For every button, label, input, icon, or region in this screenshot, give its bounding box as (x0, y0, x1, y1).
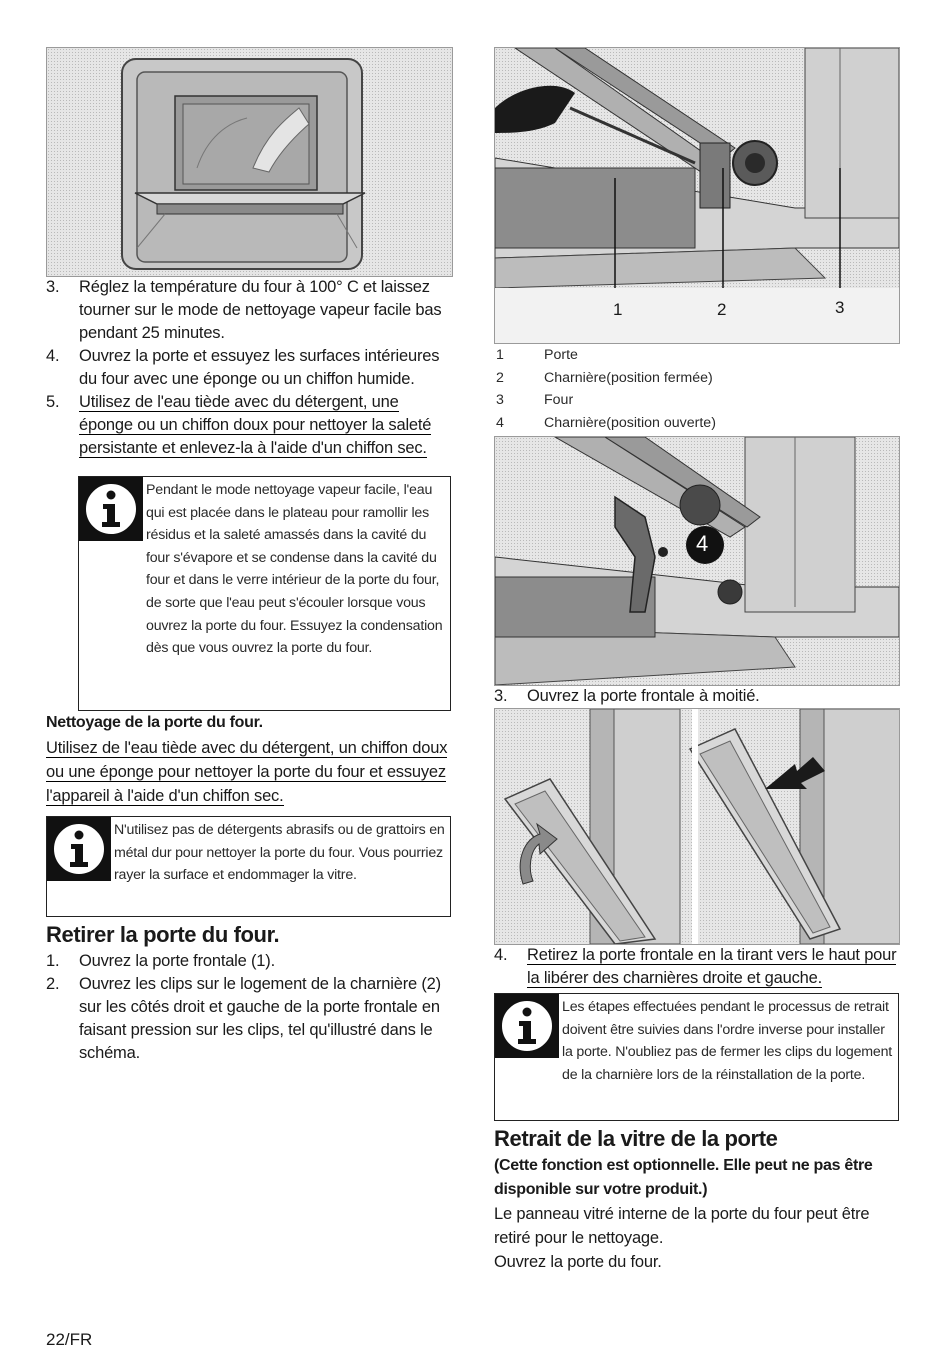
legend-item (494, 344, 898, 367)
list-item (494, 685, 898, 708)
door-removal-drawing (495, 709, 899, 944)
info-note-steam (78, 476, 451, 711)
right-step-4 (494, 944, 898, 990)
glass-removal-heading: Retrait de la vitre de la porte (494, 1126, 778, 1151)
list-item (494, 944, 898, 990)
step-number: 4. (494, 946, 508, 964)
legend-label: Charnière(position ouverte) (544, 414, 716, 431)
step-number: 3. (494, 687, 508, 705)
door-removal-figure (494, 708, 900, 945)
list-item (46, 276, 456, 345)
step-number: 4. (46, 347, 60, 365)
hinge-open-drawing (495, 437, 899, 685)
remove-door-steps-list (46, 950, 464, 1065)
step-text: Retirez la porte frontale en la tirant vers le haut pour la libérer des charnières droite et gauche. (527, 946, 897, 987)
info-icon (495, 994, 559, 1058)
note-text: N'utilisez pas de détergents abrasifs ou de grattoirs en métal dur pour nettoyer la porte du four. Vous pourriez rayer la surface et endommager la vitre. (114, 822, 445, 884)
step-number: 2. (46, 975, 60, 993)
step-text: Réglez la température du four à 100° C et laissez tourner sur le mode de nettoyage vapeur facile bas pendant 25 minutes. (79, 278, 442, 342)
list-item (46, 950, 464, 973)
door-cleaning-text (46, 736, 456, 808)
info-icon (79, 477, 143, 541)
oven-interior-drawing (47, 48, 452, 276)
step-number: 1. (46, 952, 60, 970)
door-cleaning-paragraph: Utilisez de l'eau tiède avec du détergent, un chiffon doux ou une éponge pour nettoyer la porte du four et essuyez l'appareil à l'aide d'un chiffon sec. (46, 739, 448, 805)
hinge-callout-4: 4 (696, 531, 709, 556)
note-text: Les étapes effectuées pendant le processus de retrait doivent être suivies dans l'ordre inverse pour installer la porte. N'oubliez pas de fermer les clips du logement de la charnière lors de la réinstallation de la porte. (562, 999, 893, 1083)
hinge-open-figure (494, 436, 900, 686)
figure-callout-1: 1 (613, 300, 623, 319)
legend-item (494, 412, 898, 435)
figure-legend (494, 344, 898, 434)
step-text: Ouvrez la porte frontale à moitié. (527, 687, 760, 705)
info-note-reinstall (494, 993, 899, 1121)
step-text: Ouvrez la porte et essuyez les surfaces intérieures du four avec une éponge ou un chiffon humide. (79, 347, 440, 388)
glass-removal-text-1: Le panneau vitré interne de la porte du four peut être retiré pour le nettoyage. (494, 1205, 870, 1247)
step-text: Ouvrez les clips sur le logement de la charnière (2) sur les côtés droit et gauche de la porte frontale en faisant pression sur les clips, tel qu'illustré dans le schéma. (79, 975, 441, 1062)
legend-label: Four (544, 392, 574, 409)
hinge-closed-figure (494, 47, 900, 344)
remove-door-heading: Retirer la porte du four. (46, 922, 280, 947)
legend-item (494, 367, 898, 390)
figure-callout-2: 2 (717, 300, 727, 319)
info-note-abrasive (46, 816, 451, 917)
step-number: 3. (46, 278, 60, 296)
legend-item (494, 389, 898, 412)
step-number: 5. (46, 393, 60, 411)
page-number: 22/FR (46, 1330, 93, 1349)
list-item (46, 973, 464, 1065)
legend-label: Charnière(position fermée) (544, 369, 713, 386)
list-item (46, 345, 456, 391)
cleaning-steps-list (46, 276, 456, 460)
figure-callout-3: 3 (835, 298, 845, 317)
legend-number: 3 (496, 392, 504, 409)
info-icon (47, 817, 111, 881)
legend-number: 2 (496, 369, 504, 386)
legend-label: Porte (544, 347, 578, 363)
legend-number: 4 (496, 414, 504, 431)
glass-removal-text-2: Ouvrez la porte du four. (494, 1253, 662, 1271)
list-item (46, 391, 456, 460)
right-step-3 (494, 685, 898, 708)
oven-interior-figure (46, 47, 453, 277)
step-text: Utilisez de l'eau tiède avec du détergent, une éponge ou un chiffon doux pour nettoyer la saleté persistante et enlevez-la à l'aide d'un chiffon sec. (79, 393, 432, 457)
door-cleaning-heading: Nettoyage de la porte du four. (46, 714, 263, 731)
step-text: Ouvrez la porte frontale (1). (79, 952, 275, 970)
legend-number: 1 (496, 347, 504, 363)
note-text: Pendant le mode nettoyage vapeur facile, l'eau qui est placée dans le plateau pour ramollir les résidus et la saleté amassés dans la cavité du four s'évapore et se condense dans la cavité du four et dans le verre intérieur de la porte du four, de sorte que l'eau peut s'écouler lorsque vous ouvrez la porte du four. Essuyez la condensation dès que vous ouvrez la porte du four. (146, 482, 443, 657)
glass-removal-subheading: (Cette fonction est optionnelle. Elle peut ne pas être disponible sur votre produit.) (494, 1157, 873, 1198)
